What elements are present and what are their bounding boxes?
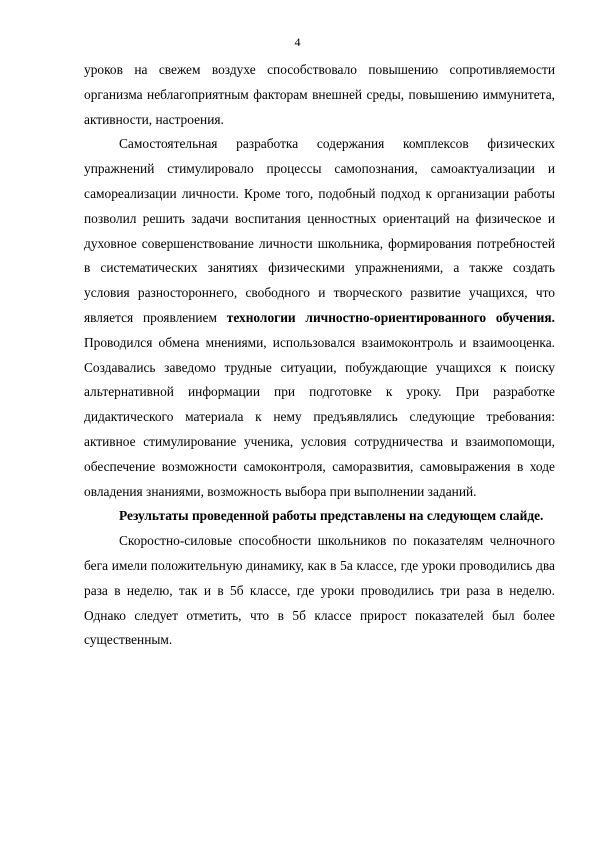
- paragraph: [84, 529, 555, 653]
- paragraph: [84, 504, 555, 529]
- bold-text-run: технологии личностно-ориентированного обучения.: [226, 309, 555, 325]
- text-run: Проводился обмена мнениями, использовался взаимоконтроль и взаимооценка. Создавались заведомо трудные ситуации, побуждающие учащихся к поиску альтернативной информации при подготовке к уроку. При разработке дидактического материала к нему предъявлялись следующие требования: активное стимулирование ученика, условия сотрудничества и взаимопомощи, обеспечение возможности самоконтроля, саморазвития, самовыражения в ходе овладения знаниями, возможность выбора при выполнении заданий.: [84, 334, 555, 499]
- paragraph: [84, 132, 555, 504]
- document-body: [84, 58, 555, 653]
- text-run: уроков на свежем воздухе способствовало повышению сопротивляемости организма неблагоприятным факторам внешней среды, повышению иммунитета, активности, настроения.: [84, 62, 555, 127]
- text-run: Самостоятельная разработка содержания комплексов физических упражнений стимулировало процессы самопознания, самоактуализации и самореализации личности. Кроме того, подобный подход к организации работы позволил решить задачи воспитания ценностных ориентаций на физическое и духовное совершенствование личности школьника, формирования потребностей в систематических занятиях физическими упражнениями, а также создать условия разностороннего, свободного и творческого развитие учащихся, что является проявлением: [84, 136, 555, 325]
- bold-text-run: Результаты проведенной работы представлены на следующем слайде.: [119, 508, 544, 524]
- paragraph: [84, 58, 555, 132]
- page-number: 4: [294, 35, 301, 49]
- text-run: Скоростно-силовые способности школьников по показателям челночного бега имели положительную динамику, как в 5а классе, где уроки проводились два раза в неделю, так и в 5б классе, где уроки проводились три раза в неделю. Однако следует отметить, что в 5б классе прирост показателей был более существенным.: [84, 533, 555, 648]
